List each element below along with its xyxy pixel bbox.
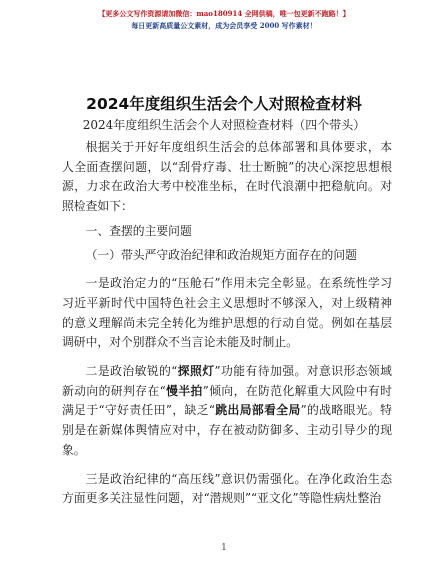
intro-paragraph: 根据关于开好年度组织生活会的总体部署和具体要求，本人全面查摆问题，以“刮骨疗毒、壮士断腕”的决心深挖思想根源，力求在政治大考中校准坐标，在时代浪潮中把稳航向。对照检查如下： [62,140,392,214]
document-subtitle: 2024年度组织生活会个人对照检查材料（四个带头） [82,118,366,132]
subsection-heading: （一）带头严守政治纪律和政治规矩方面存在的问题 [85,247,357,262]
paragraph-3: 三是政治纪律的“高压线”意识仍需强化。在净化政治生态方面更多关注显性问题，对“潜规则”“亚文化”等隐性病灶整治 [62,471,392,506]
header-banner [0,8,448,32]
section-heading: 一、查摆的主要问题 [85,223,192,238]
paragraph-2-text-d: ”倾向，在防范化解重大风险中有时满足于“守好责任田”，缺乏“ [62,383,392,418]
paragraph-2-bold-2: 慢半拍 [165,383,203,398]
paragraph-2 [62,362,392,461]
paragraph-2-bold-3: 跳出局部看全局 [214,403,301,418]
document-body [62,138,392,509]
document-title: 2024年度组织生活会个人对照检查材料 [86,95,362,113]
paragraph-2-text-a: 二是政治敏锐的“ [85,364,178,379]
banner-line-2: 每日更新高质量公文素材，成为会员享受 2000 写作素材！ [131,21,317,30]
paragraph-1: 一是政治定力的“压舱石”作用未完全彰显。在系统性学习习近平新时代中国特色社会主义思想时不够深入，对上级精神的意义理解尚未完全转化为维护思想的行动自觉。例如在基层调研中，对个别群众不当言论未能及时制止。 [62,276,392,350]
page-number: 1 [221,543,227,553]
banner-line-1: 【更多公文写作资源请加微信：mao180914 全网供稿，唯一包更新不跑路！】 [98,9,350,18]
paragraph-2-text-c: ”功能有待加强。对意识形态领域新动向的研判存在“ [62,364,392,398]
paragraph-2-bold-1: 探照灯 [177,364,215,379]
paragraph-2-text-e: ”的战略眼光。特别是在新媒体舆情应对中，存在被动防御多、主动引导少的现象。 [62,403,392,457]
